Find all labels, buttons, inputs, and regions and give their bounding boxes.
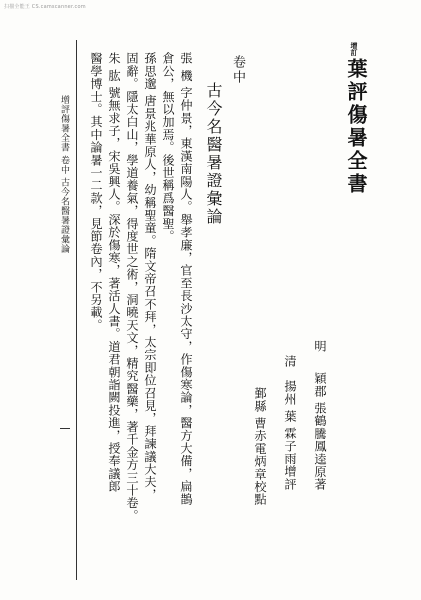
- text-column-2: 倉公，無以加焉。後世稱爲醫聖。: [161, 52, 175, 243]
- author-line-qing: 揚州 葉 霖子雨增評: [283, 380, 297, 491]
- editor-line: 鄞縣 曹赤電炳章校點: [253, 387, 267, 506]
- author-dynasty-qing: 清: [283, 355, 297, 368]
- section-title: 古今名醫暑證彙論: [204, 82, 223, 226]
- text-column-3: 孫思邈 唐景兆華原人，幼稱聖童。隋文帝召不拜，太宗即位召見，拜諫議大夫，: [143, 52, 157, 501]
- title-prefix: 增訂: [350, 42, 359, 56]
- running-head: 增評傷暑全書 卷中 古今名醫暑證彙論: [59, 95, 69, 254]
- author-line-ming: 穎郡 張鶴騰鳳逵原著: [313, 372, 327, 491]
- scanner-watermark: 扫描全能王 CS.camscanner.com: [4, 4, 86, 10]
- text-column-1: 張 機 字仲景，東漢南陽人。舉孝廉，官至長沙太守，作傷寒論，醫方大備，扁鵲: [179, 52, 193, 506]
- juan-heading: 卷中: [230, 55, 245, 85]
- author-dynasty-ming: 明: [313, 340, 327, 353]
- text-column-5: 朱 肱 號無求子，宋吳興人。深於傷寒，著活人書。道君朝詣闕投進，授奉議郎: [107, 52, 121, 493]
- book-title: 葉評傷暑全書: [344, 58, 368, 196]
- text-column-6: 醫學博士。其中論暑一二款，見節卷內，不另載。: [89, 52, 103, 332]
- text-column-4: 固辭。隱太白山，學道養氣，得度世之術，洞曉天文，精究醫藥，著千金方三十卷。: [125, 52, 139, 522]
- margin-rule: [76, 40, 77, 580]
